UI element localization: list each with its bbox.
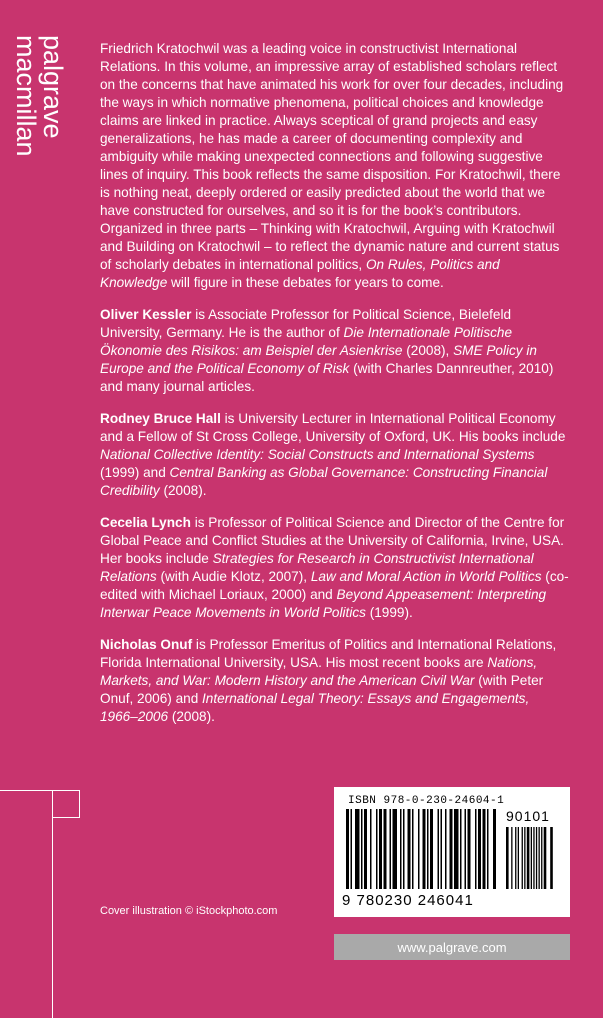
- barcode-bar: [438, 809, 440, 889]
- barcode-addon-bar: [515, 827, 516, 889]
- barcode-bar: [483, 809, 486, 889]
- barcode-addon-bar: [524, 827, 525, 889]
- barcode-bar: [418, 809, 420, 889]
- barcode-bar: [465, 809, 467, 889]
- barcode-bar: [445, 809, 447, 889]
- barcode-digits: 9 780230 246041: [342, 892, 474, 909]
- barcode-addon-bar: [511, 827, 512, 889]
- isbn-label: ISBN 978-0-230-24604-1: [348, 795, 505, 807]
- blurb-paragraph: Friedrich Kratochwil was a leading voice in constructivist International Relations. In this volume, an impressive array of established scholars reflect on the concerns that have animated his work for over four decades, including the ways in which normative phenomena, political choices and knowledge claims are linked in practice. Always sceptical of grand projects and easy generalizations, he has made a career of documenting complexity and ambiguity while making unexpected connections and following suggestive lines of inquiry. This book reflects the same disposition. For Kratochwil, there is nothing neat, deeply ordered or easily predicted about the world that we have constructed for ourselves, and so it is for the book’s contributors. Organized in three parts – Thinking with Kratochwil, Arguing with Kratochwil and Building on Kratochwil – to reflect the dynamic nature and current status of scholarly debates in international politics, On Rules, Politics and Knowledge will figure in these debates for years to come.: [100, 41, 564, 290]
- isbn-barcode: [334, 787, 570, 917]
- barcode-bar: [427, 809, 429, 889]
- barcode-bar: [454, 809, 459, 889]
- barcode-bar: [408, 809, 411, 889]
- barcode-bar: [487, 809, 489, 889]
- decorative-line: [52, 818, 53, 1018]
- book-title: On Rules, Politics and Knowledge: [100, 257, 500, 290]
- editor-bio: Cecelia Lynch is Professor of Political Science and Director of the Centre for Global Peace and Conflict Studies at the University of California, Irvine, USA. Her books include Strategies for Research in Constructivist International Relations (with Audie Klotz, 2007), Law and Moral Action in World Politics (co-edited with Michael Loriaux, 2000) and Beyond Appeasement: Interpreting Interwar Peace Movements in World Politics (1999).: [100, 515, 569, 620]
- barcode-bar: [403, 809, 405, 889]
- barcode-bar: [460, 809, 462, 889]
- barcode-bar: [493, 809, 496, 889]
- barcode-bar: [423, 809, 426, 889]
- barcode-bar: [355, 809, 360, 889]
- barcode-bar: [376, 809, 378, 889]
- editor-bio: Nicholas Onuf is Professor Emeritus of Politics and International Relations, Florida International University, USA. His most recent books are Nations, Markets, and War: Modern History and the American Civil War (with Peter Onuf, 2006) and International Legal Theory: Essays and Engagements, 1966–2006 (2008).: [100, 637, 557, 724]
- publisher-logo: [10, 30, 80, 200]
- barcode-bar: [384, 809, 387, 889]
- editor-name: Oliver Kessler: [100, 307, 192, 322]
- barcode-bar: [393, 809, 398, 889]
- barcode-addon-bar: [550, 827, 553, 889]
- editor-name: Rodney Bruce Hall: [100, 411, 221, 426]
- barcode-bar: [364, 809, 367, 889]
- website-url[interactable]: www.palgrave.com: [397, 939, 507, 955]
- barcode-bar: [441, 809, 443, 889]
- editor-name: Nicholas Onuf: [100, 637, 193, 652]
- barcode-bar: [478, 809, 481, 889]
- barcode-bar: [351, 809, 353, 889]
- decorative-line: [0, 790, 52, 791]
- barcode-bar: [450, 809, 453, 889]
- barcode-bar: [390, 809, 392, 889]
- website-bar: [334, 934, 570, 960]
- editor-bio: Rodney Bruce Hall is University Lecturer in International Political Economy and a Fellow of St Cross College, University of Oxford, UK. His books include National Collective Identity: Social Constructs and International Systems (1999) and Central Banking as Global Governance: Constructing Financial Credibility (2008).: [100, 411, 566, 498]
- barcode-addon-bar: [527, 827, 530, 889]
- editor-name: Cecelia Lynch: [100, 515, 191, 530]
- barcode-addon-bar: [541, 827, 542, 889]
- barcode-bar: [475, 809, 477, 889]
- barcode-addon-bar: [536, 827, 537, 889]
- back-cover-text: [100, 40, 570, 740]
- barcode-addon-digits: 90101: [506, 808, 550, 824]
- barcode-addon-bar: [518, 827, 519, 889]
- editor-bio: Oliver Kessler is Associate Professor for Political Science, Bielefeld University, Germany. He is the author of Die Internationale Politische Ökonomie des Risikos: am Beispiel der Asienkrise (2008), SME Policy in Europe and the Political Economy of Risk (with Charles Dannreuther, 2010) and many journal articles.: [100, 307, 554, 394]
- barcode-bar: [361, 809, 363, 889]
- barcode-addon-bar: [522, 827, 523, 889]
- barcode-bar: [468, 809, 471, 889]
- cover-credit: Cover illustration © iStockphoto.com: [100, 905, 278, 917]
- decorative-square: [52, 790, 80, 818]
- barcode-bar: [346, 809, 349, 889]
- barcode-addon-bar: [539, 827, 540, 889]
- barcode-addon-bar: [531, 827, 532, 889]
- barcode-addon-bar: [533, 827, 534, 889]
- barcode-bar: [379, 809, 382, 889]
- barcode-bar: [400, 809, 402, 889]
- publisher-line2: macmillan: [11, 35, 41, 157]
- publisher-line1: palgrave: [38, 35, 68, 139]
- barcode-bar: [412, 809, 414, 889]
- barcode-addon-bar: [506, 827, 509, 889]
- barcode-bar: [430, 809, 433, 889]
- barcode-addon-bar: [544, 827, 547, 889]
- barcode-bar: [370, 809, 372, 889]
